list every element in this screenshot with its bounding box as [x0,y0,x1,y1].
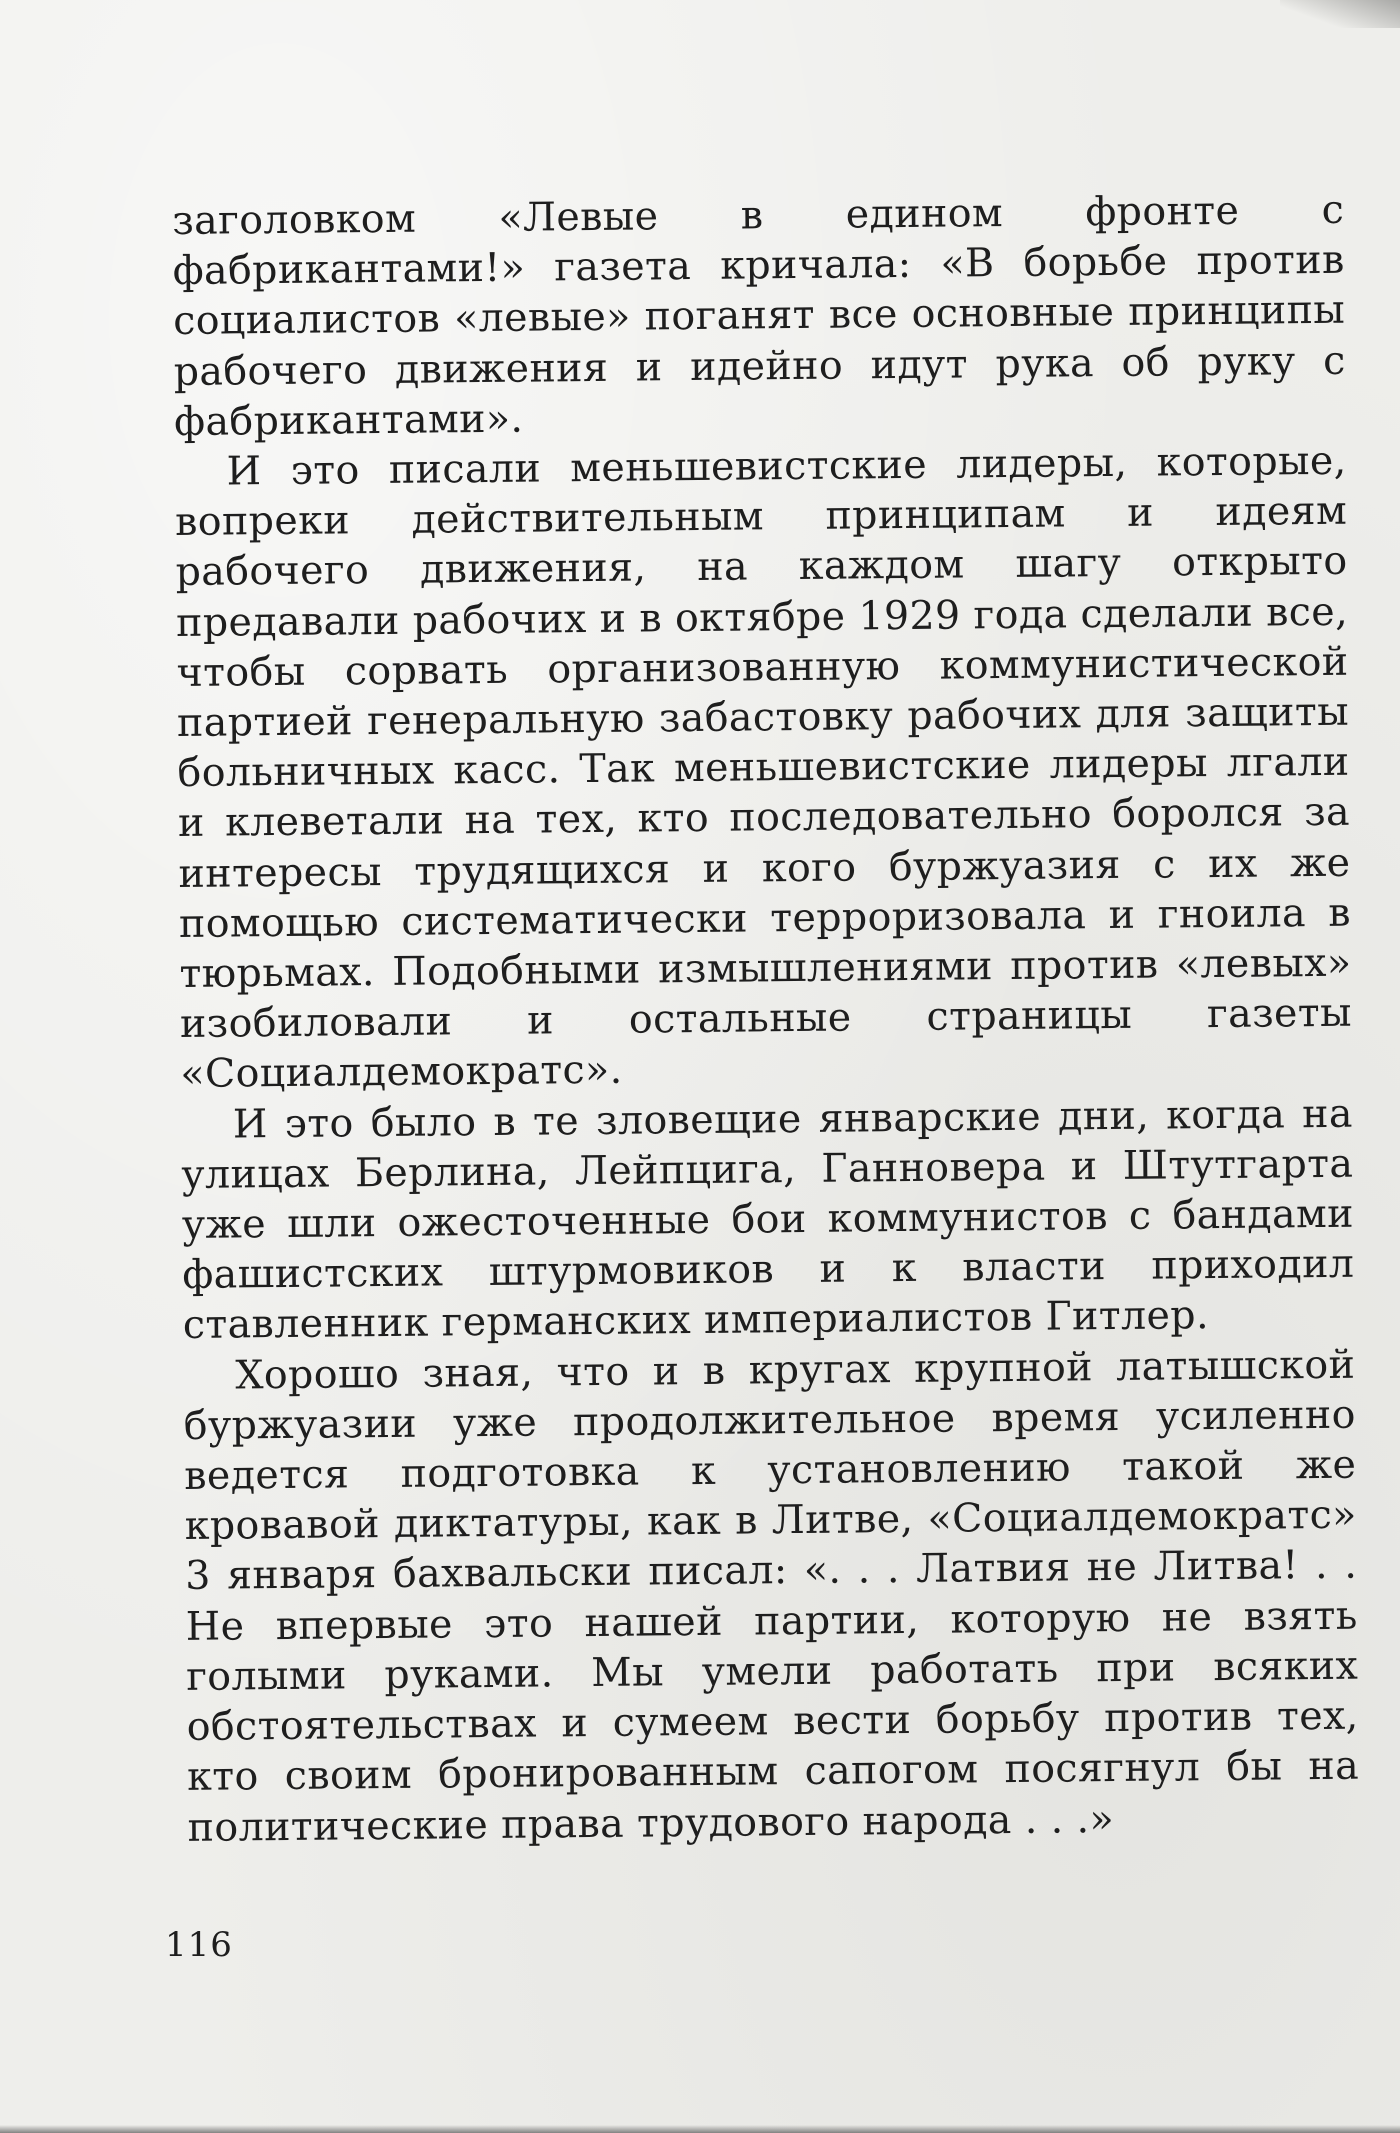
paragraph-3: И это было в те зловещие январские дни, когда на улицах Берлина, Лейпцига, Ганновера и Штутгарта уже шли ожесточенные бои коммунистов с бандами фашистских штурмовиков и к власти приходил ставленник германских империалистов Гитлер. [181,1090,1355,1349]
paragraph-1: заголовком «Левые в едином фронте с фабрикантами!» газета кричала: «В борьбе против социалистов «левые» поганят все основные принципы рабочего движения и идейно идут рука об руку с фабрикантами». [172,186,1346,445]
page-edge-shadow-bottom [0,2125,1400,2133]
body-text [172,185,1360,1853]
page-number: 116 [165,1925,233,1965]
paragraph-4: Хорошо зная, что и в кругах крупной латышской буржуазии уже продолжительное время усиленно ведется подготовка к установлению такой же кровавой диктатуры, как в Литве, «Социалдемократс» 3 января бахвальски писал: «. . . Латвия не Литва! . . Не впервые это нашей партии, которую не взять голыми руками. Мы умели работать при всяких обстоятельствах и сумеем вести борьбу против тех, кто своим бронированным сапогом посягнул бы на политические права трудового народа . . .» [183,1341,1360,1851]
paragraph-2: И это писали меньшевистские лидеры, которые, вопреки действительным принципам и идеям рабочего движения, на каждом шагу открыто предавали рабочих и в октябре 1929 года сделали все, чтобы сорвать организованную коммунистической партией генеральную забастовку рабочих для защиты больничных касс. Так меньшевистские лидеры лгали и клеветали на тех, кто последовательно боролся за интересы трудящихся и кого буржуазия с их же помощью систематически терроризовала и гноила в тюрьмах. Подобными измышлениями против «левых» изобиловали и остальные страницы газеты «Социалдемократс». [174,437,1353,1098]
page-edge-shadow-top [1280,0,1400,28]
